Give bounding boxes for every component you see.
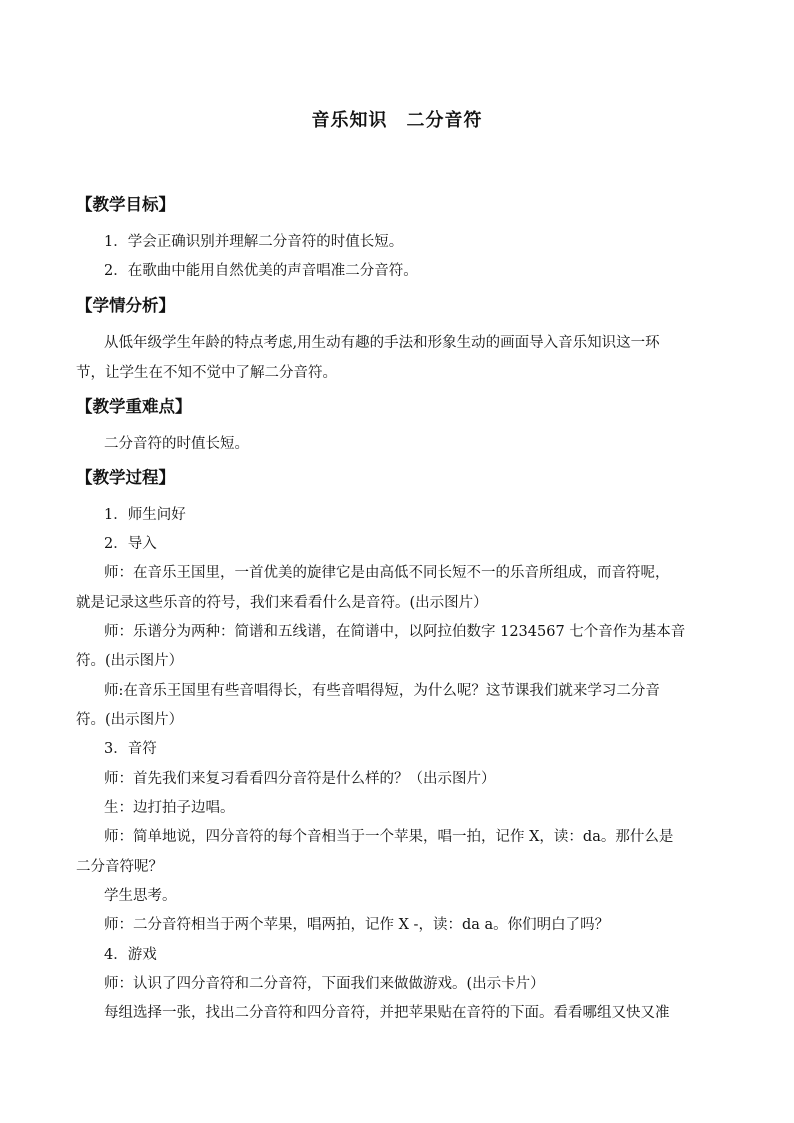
analysis-line: 节，让学生在不知不觉中了解二分音符。: [76, 365, 337, 381]
process-line: 就是记录这些乐音的符号，我们来看看什么是音符。(出示图片）: [76, 595, 488, 611]
analysis-line: 从低年级学生年龄的特点考虑,用生动有趣的手法和形象生动的画面导入音乐知识这一环: [104, 335, 660, 351]
process-line: 师：简单地说，四分音符的每个音相当于一个苹果，唱一拍，记作 X，读：da。那什么是: [104, 829, 674, 845]
process-line: 师：首先我们来复习看看四分音符是什么样的？（出示图片）: [104, 771, 496, 787]
section-heading-process: 【教学过程】: [76, 468, 175, 487]
section-heading-key-points: 【教学重难点】: [76, 397, 192, 416]
page-title: 音乐知识 二分音符: [311, 110, 483, 131]
process-line: 师：二分音符相当于两个苹果，唱两拍，记作 X -，读：da a。你们明白了吗？: [104, 917, 610, 933]
process-line: 师：认识了四分音符和二分音符，下面我们来做做游戏。(出示卡片）: [104, 976, 545, 992]
process-line: 二分音符呢？: [76, 859, 163, 875]
goal-item: 1．学会正确识别并理解二分音符的时值长短。: [104, 234, 404, 250]
process-line: 师：在音乐王国里，一首优美的旋律它是由高低不同长短不一的乐音所组成，而音符呢，: [104, 565, 670, 581]
process-line: 师：乐谱分为两种：简谱和五线谱，在简谱中，以阿拉伯数字 1234567 七个音作为基本音: [104, 624, 686, 640]
process-line: 符。(出示图片）: [76, 653, 184, 669]
process-line: 符。(出示图片）: [76, 712, 184, 728]
process-line: 4．游戏: [104, 947, 157, 963]
section-heading-goals: 【教学目标】: [76, 195, 175, 214]
process-line: 生：边打拍子边唱。: [104, 800, 235, 816]
process-line: 师:在音乐王国里有些音唱得长，有些音唱得短，为什么呢？这节课我们就来学习二分音: [104, 683, 660, 699]
goal-item: 2．在歌曲中能用自然优美的声音唱准二分音符。: [104, 263, 418, 279]
process-line: 3．音符: [104, 741, 157, 757]
section-heading-analysis: 【学情分析】: [76, 296, 175, 315]
process-line: 1．师生问好: [104, 507, 186, 523]
key-point-line: 二分音符的时值长短。: [104, 436, 249, 452]
process-line: 2．导入: [104, 536, 157, 552]
process-line: 每组选择一张，找出二分音符和四分音符，并把苹果贴在音符的下面。看看哪组又快又准: [104, 1005, 670, 1021]
process-line: 学生思考。: [104, 888, 177, 904]
